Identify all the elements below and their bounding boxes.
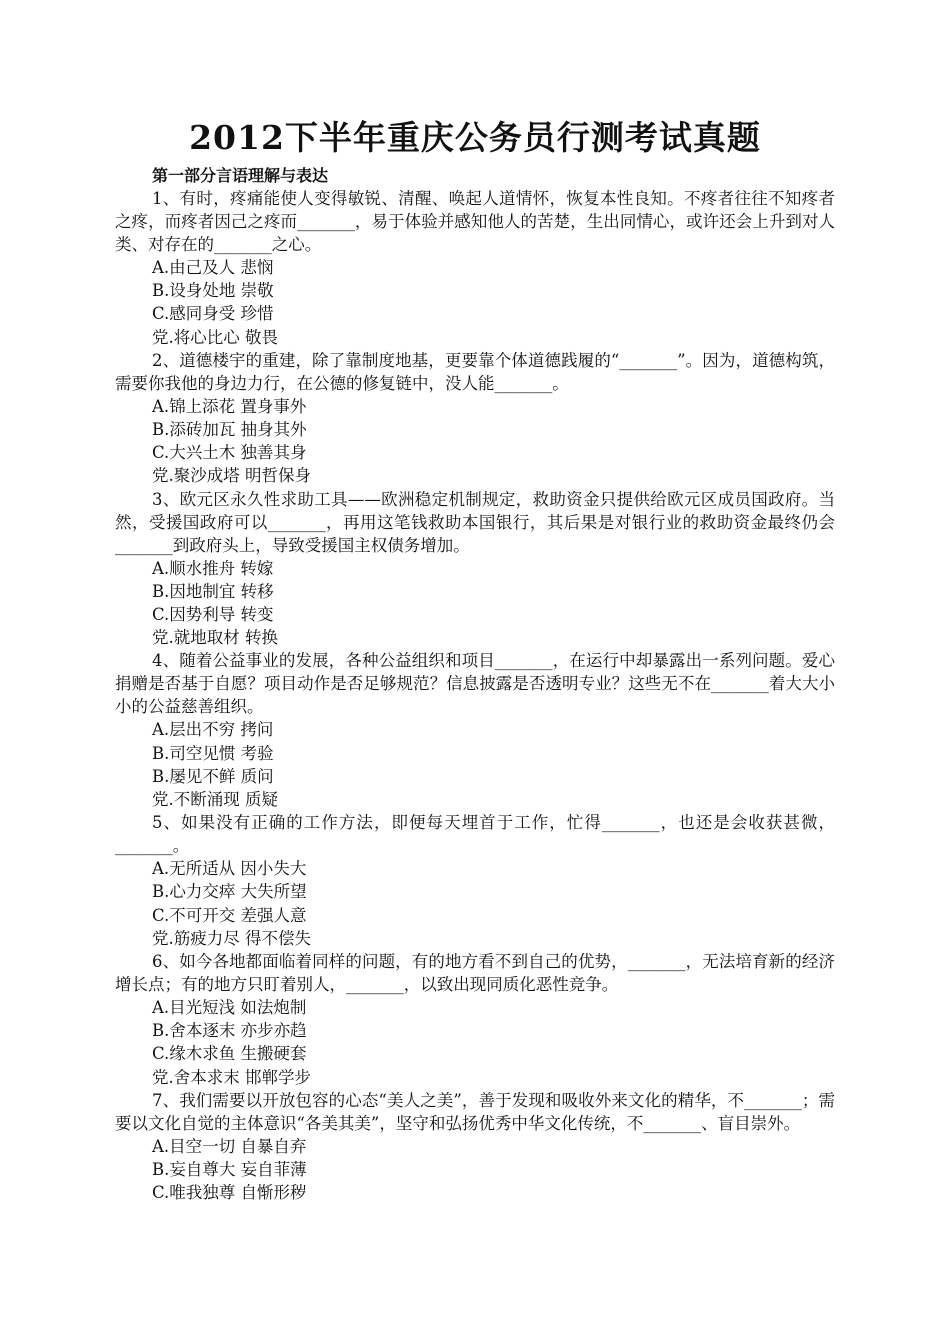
answer-option: A.顺水推舟 转嫁	[152, 558, 274, 578]
answer-option: A.层出不穷 拷问	[152, 720, 274, 740]
answer-option: B.心力交瘁 大失所望	[152, 882, 307, 902]
answer-option: A.目空一切 自暴自弃	[152, 1136, 307, 1156]
question-block	[115, 950, 835, 1089]
question-block	[115, 488, 835, 650]
question-block	[115, 349, 835, 488]
question-text: 3、欧元区永久性求助工具——欧洲稳定机制规定，救助资金只提供给欧元区成员国政府。当然，受援国政府可以_______，再用这笔钱救助本国银行，其后果是对银行业的救助资金最终仍会_______到政府头上，导致受援国主权债务增加。	[115, 489, 835, 555]
question-block	[115, 187, 835, 349]
answer-option: 党.将心比心 敬畏	[152, 327, 278, 347]
answer-option: B.因地制宜 转移	[152, 581, 274, 601]
answer-option: B.妄自尊大 妄自菲薄	[152, 1160, 307, 1180]
answer-option: C.不可开交 差强人意	[152, 905, 307, 925]
question-list	[115, 187, 835, 1204]
answer-option: B.司空见惯 考验	[152, 743, 274, 763]
answer-option: 党.就地取材 转换	[152, 628, 278, 648]
answer-option: B.屡见不鲜 质问	[152, 766, 274, 786]
answer-option: 党.筋疲力尽 得不偿失	[152, 928, 311, 948]
answer-option: 党.聚沙成塔 明哲保身	[152, 466, 311, 486]
question-block	[115, 1089, 835, 1205]
answer-option: A.目光短浅 如法炮制	[152, 998, 307, 1018]
answer-option: A.锦上添花 置身事外	[152, 396, 307, 416]
answer-option: C.唯我独尊 自惭形秽	[152, 1183, 307, 1203]
answer-option: A.由己及人 悲悯	[152, 258, 274, 277]
answer-option: B.舍本逐末 亦步亦趋	[152, 1021, 307, 1041]
document-title: 2012下半年重庆公务员行测考试真题	[189, 118, 761, 157]
question-text: 1、有时，疼痛能使人变得敏锐、清醒、唤起人道情怀，恢复本性良知。不疼者往往不知疼者之疼，而疼者因己之疼而_______，易于体验并感知他人的苦楚，生出同情心，或许还会上升到对人类、对存在的_______之心。	[115, 189, 835, 254]
question-block	[115, 649, 835, 811]
question-text: 5、如果没有正确的工作方法，即便每天埋首于工作，忙得_______，也还是会收获甚微，_______。	[115, 813, 835, 856]
answer-option: C.感同身受 珍惜	[152, 304, 274, 324]
answer-option: 党.不断涌现 质疑	[152, 790, 278, 810]
question-text: 4、随着公益事业的发展，各种公益组织和项目_______，在运行中却暴露出一系列问题。爱心捐赠是否基于自愿？项目动作是否足够规范？信息披露是否透明专业？这些无不在_______着大大小小的公益慈善组织。	[115, 651, 835, 717]
answer-option: A.无所适从 因小失大	[152, 859, 307, 879]
answer-option: C.大兴土木 独善其身	[152, 443, 307, 463]
answer-option: 党.舍本求末 邯郸学步	[152, 1067, 311, 1087]
document-page	[115, 112, 835, 1204]
answer-option: B.添砖加瓦 抽身其外	[152, 420, 307, 440]
question-block	[115, 811, 835, 950]
question-text: 2、道德楼宇的重建，除了靠制度地基，更要靠个体道德践履的“_______”。因为，道德构筑，需要你我他的身边力行，在公德的修复链中，没人能_______。	[115, 350, 835, 393]
question-text: 7、我们需要以开放包容的心态“美人之美”，善于发现和吸收外来文化的精华，不_______；需要以文化自觉的主体意识“各美其美”，坚守和弘扬优秀中华文化传统，不_______、盲目崇外。	[115, 1090, 835, 1133]
section-heading: 第一部分言语理解与表达	[152, 166, 329, 185]
answer-option: B.设身处地 崇敬	[152, 281, 274, 301]
answer-option: C.因势利导 转变	[152, 605, 274, 625]
question-text: 6、如今各地都面临着同样的问题，有的地方看不到自己的优势，_______，无法培育新的经济增长点；有的地方只盯着别人，_______，以致出现同质化恶性竞争。	[115, 952, 835, 995]
answer-option: C.缘木求鱼 生搬硬套	[152, 1044, 307, 1064]
